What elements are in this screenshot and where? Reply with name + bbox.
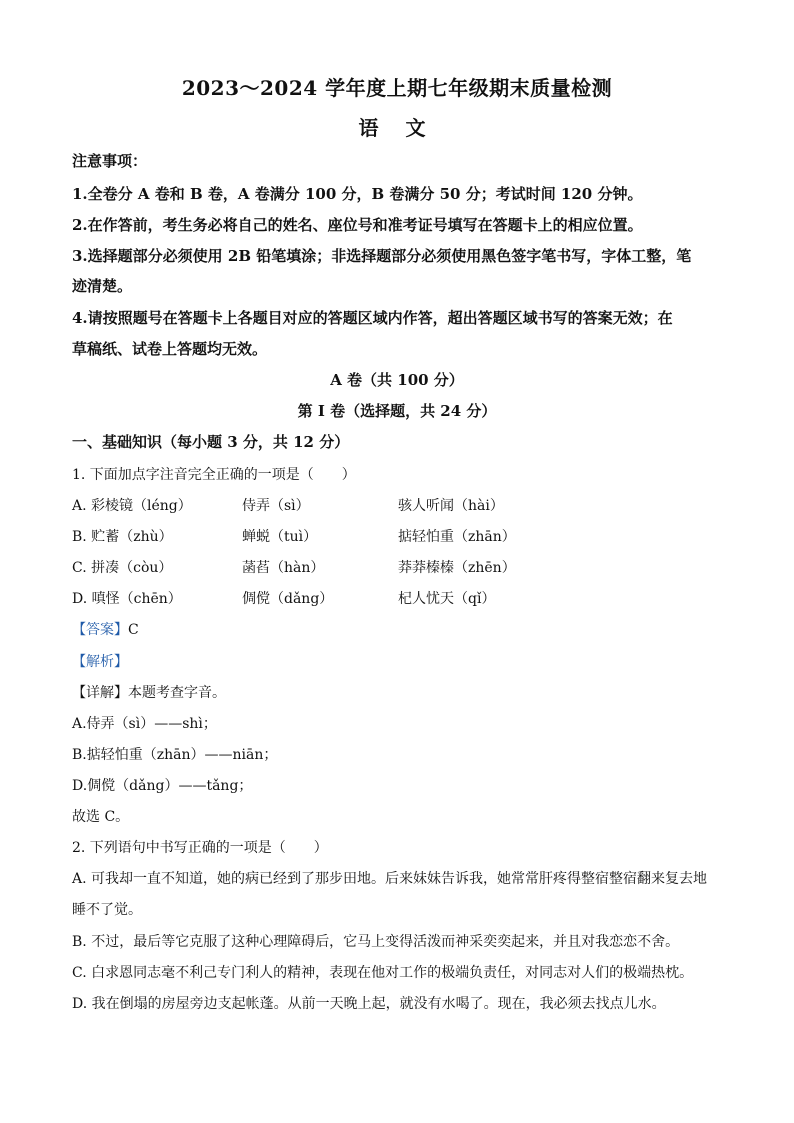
answer-tag: 【答案】: [72, 622, 128, 638]
q1-option-d-col2: 倜傥（dǎng）: [242, 591, 334, 607]
q1-option-d-col1: D. 嗔怪（chēn）: [72, 591, 182, 607]
q2-option-d: D. 我在倒塌的房屋旁边支起帐蓬。从前一天晚上起，就没有水喝了。现在，我必须去找点儿水。: [72, 996, 666, 1012]
part-one-heading: 第 Ⅰ 卷（选择题，共 24 分）: [297, 402, 497, 420]
q1-option-c-col3: 莽莽榛榛（zhēn）: [398, 560, 516, 576]
q1-conclusion: 故选 C。: [72, 809, 130, 825]
q1-analysis-line-b: B.掂轻怕重（zhān）——niān；: [72, 747, 278, 763]
q1-option-a-col1: A. 彩棱镜（léng）: [72, 498, 192, 514]
q1-analysis-line-d: D.倜傥（dǎng）——tǎng；: [72, 778, 253, 794]
q1-answer: [72, 619, 139, 639]
q2-option-b: B. 不过，最后等它克服了这种心理障碍后，它马上变得活泼而神采奕奕起来，并且对我恋恋不舍。: [72, 934, 680, 950]
q1-option-c-col1: C. 拼凑（còu）: [72, 560, 173, 576]
notice-item-2: 2.在作答前，考生务必将自己的姓名、座位号和准考证号填写在答题卡上的相应位置。: [72, 216, 643, 234]
analysis-tag: 【解析】: [72, 654, 128, 670]
q1-detail: 【详解】本题考查字音。: [72, 685, 226, 701]
q1-option-c-col2: 菡萏（hàn）: [242, 560, 325, 576]
notice-item-3-cont: 迹清楚。: [72, 277, 133, 295]
q1-option-b-col2: 蝉蜕（tuì）: [242, 529, 318, 545]
notice-item-3: 3.选择题部分必须使用 2B 铅笔填涂；非选择题部分必须使用黑色签字笔书写，字体工整，笔: [72, 247, 692, 265]
q2-stem: 2. 下列语句中书写正确的一项是（ ）: [72, 840, 328, 856]
q1-option-b-col3: 掂轻怕重（zhān）: [398, 529, 516, 545]
answer-value: C: [128, 622, 139, 638]
q1-option-d-col3: 杞人忧天（qǐ）: [398, 591, 496, 607]
notice-item-4: 4.请按照题号在答题卡上各题目对应的答题区域内作答，超出答题区域书写的答案无效；在: [72, 309, 673, 327]
q1-option-a-col2: 侍弄（sì）: [242, 498, 310, 514]
q2-option-a: A. 可我却一直不知道，她的病已经到了那步田地。后来妹妹告诉我，她常常肝疼得整宿整宿翻来复去地: [72, 871, 708, 887]
notice-item-1: 1.全卷分 A 卷和 B 卷，A 卷满分 100 分，B 卷满分 50 分；考试时间 120 分钟。: [72, 185, 643, 203]
q1-option-b-col1: B. 贮蓄（zhù）: [72, 529, 173, 545]
q2-option-c: C. 白求恩同志毫不利己专门利人的精神，表现在他对工作的极端负责任，对同志对人们的极端热枕。: [72, 965, 694, 981]
notice-item-4-cont: 草稿纸、试卷上答题均无效。: [72, 340, 268, 358]
section-a-heading: A 卷（共 100 分）: [330, 371, 464, 389]
q1-analysis-line-a: A.侍弄（sì）——shì；: [72, 716, 217, 732]
q1-option-a-col3: 骇人听闻（hài）: [398, 498, 504, 514]
q2-option-a-cont: 睡不了觉。: [72, 902, 142, 918]
exam-title: 2023～2024 学年度上期七年级期末质量检测: [181, 76, 613, 100]
basic-knowledge-heading: 一、基础知识（每小题 3 分，共 12 分）: [72, 433, 350, 451]
subject-title: 语 文: [358, 116, 436, 140]
q1-stem: 1. 下面加点字注音完全正确的一项是（ ）: [72, 467, 356, 483]
notice-heading: 注意事项：: [72, 152, 148, 170]
